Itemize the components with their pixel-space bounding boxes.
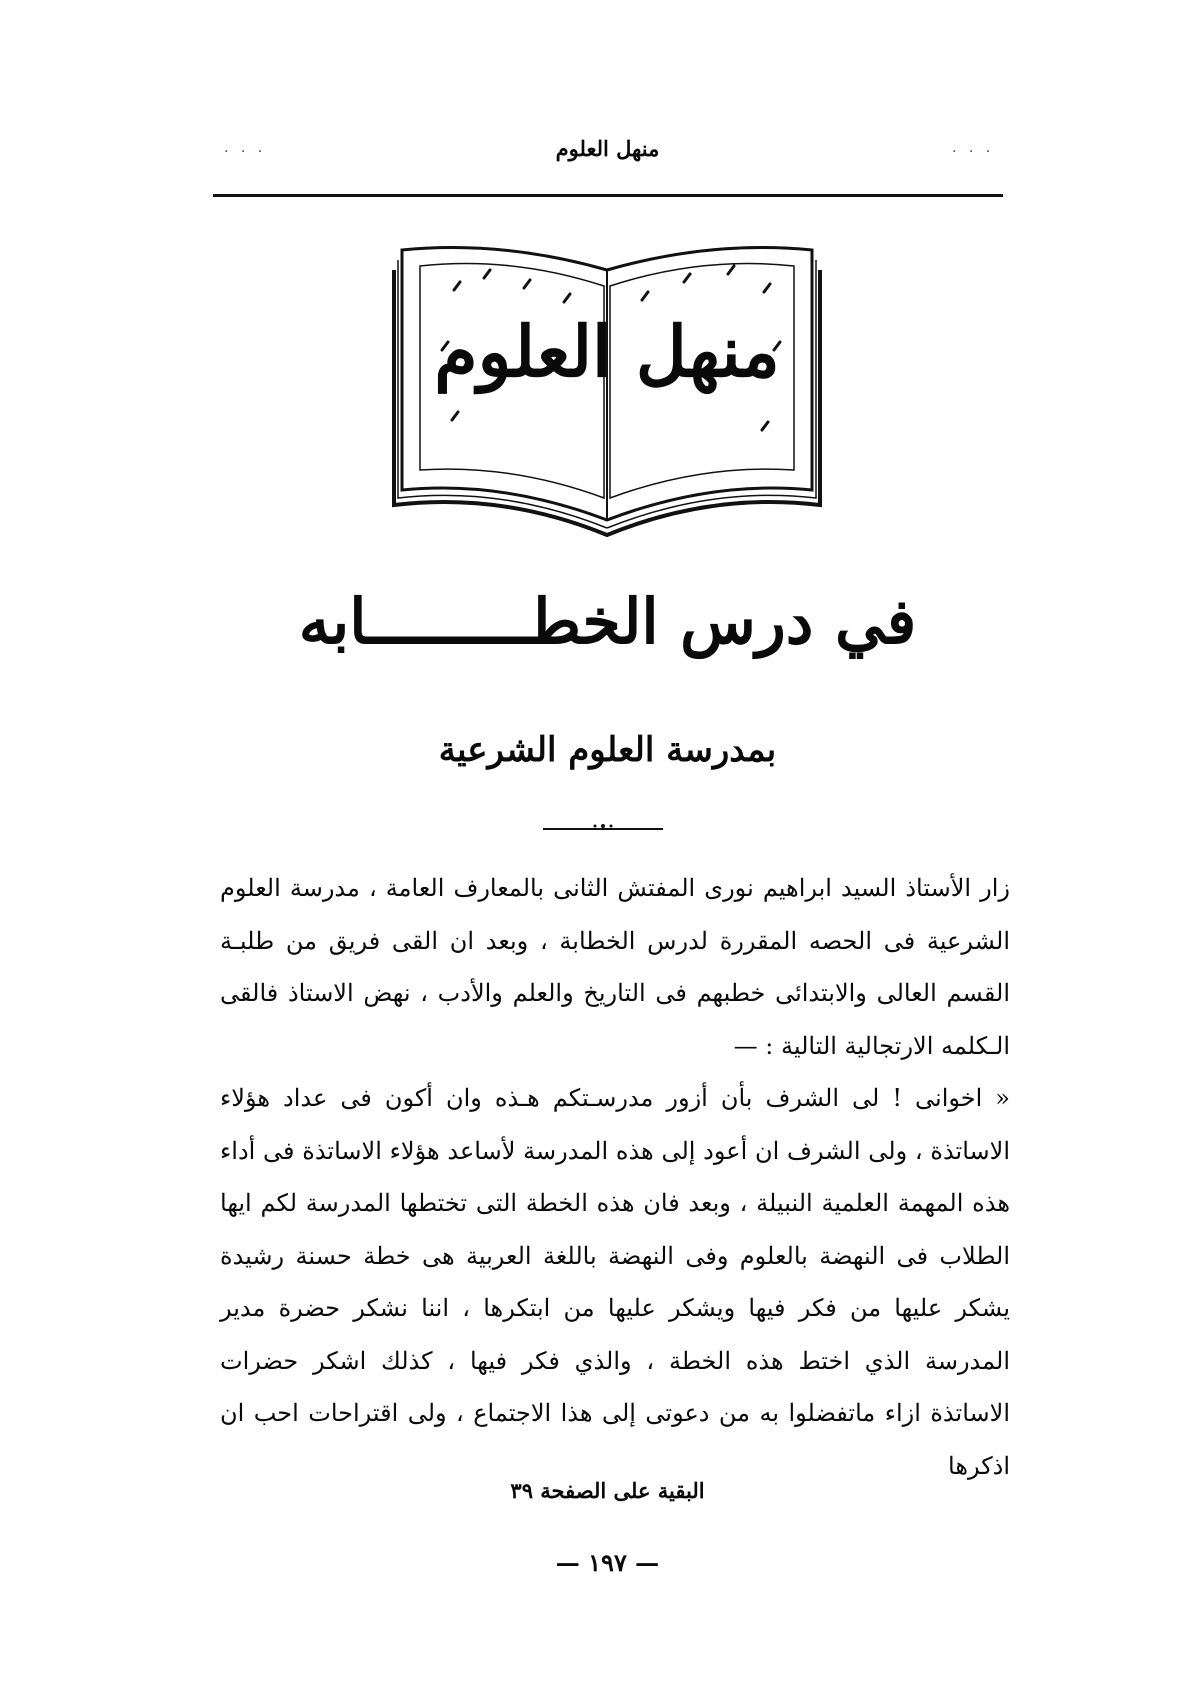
page-number: — ١٩٧ — [555,1548,660,1577]
article-paragraph-speech: « اخوانى ! لى الشرف بأن أزور مدرسـتكم هـذه وان أكون فى عداد هؤلاء الاساتذة ، ولى الشرف ان أعود إلى هذه المدرسة لأساعد هؤلاء الاساتذة فى أداء هذه المهمة العلمية النبيلة ، وبعد فان هذه الخطة التى تختطها المدرسة لكم ايها الطلاب فى النهضة بالعلوم وفى النهضة باللغة العربية هى خطة حسنة رشيدة يشكر عليها من فكر فيها ويشكر عليها من ابتكرها ، اننا نشكر حضرة مدير المدرسة الذي اختط هذه الخطة ، والذي فكر فيها ، كذلك اشكر حضرات الاساتذة ازاء ماتفضلوا به من دعوتى إلى هذا الاجتماع ، ولى اقتراحات احب ان اذكرها [220,1084,1010,1480]
article-paragraph-intro: زار الأستاذ السيد ابراهيم نورى المفتش الثانى بالمعارف العامة ، مدرسة العلوم الشرعية فى الحصه المقررة لدرس الخطابة ، وبعد ان القى فريق من طلبـة القسم العالى والابتدائى خطبهم فى التاريخ والعلم والأدب ، نهض الاستاذ فالقى الـكلمه الارتجالية التالية : — [220,874,1010,1060]
article-subtitle: بمدرسة العلوم الشرعية [438,730,777,770]
continued-note: البقية على الصفحة ٣٩ [510,1478,705,1503]
open-book-logo [392,230,822,545]
article-body [220,862,1010,1492]
header-dots-right: . . . [952,140,995,156]
logo-calligraphy: منهل العلوم [434,310,780,393]
header-dots-left: . . . [224,140,267,156]
title-ornament-divider [541,822,665,834]
running-header: منهل العلوم [555,136,660,161]
header-rule [213,194,1003,197]
article-title: في درس الخطـــــــــابه [298,585,917,658]
